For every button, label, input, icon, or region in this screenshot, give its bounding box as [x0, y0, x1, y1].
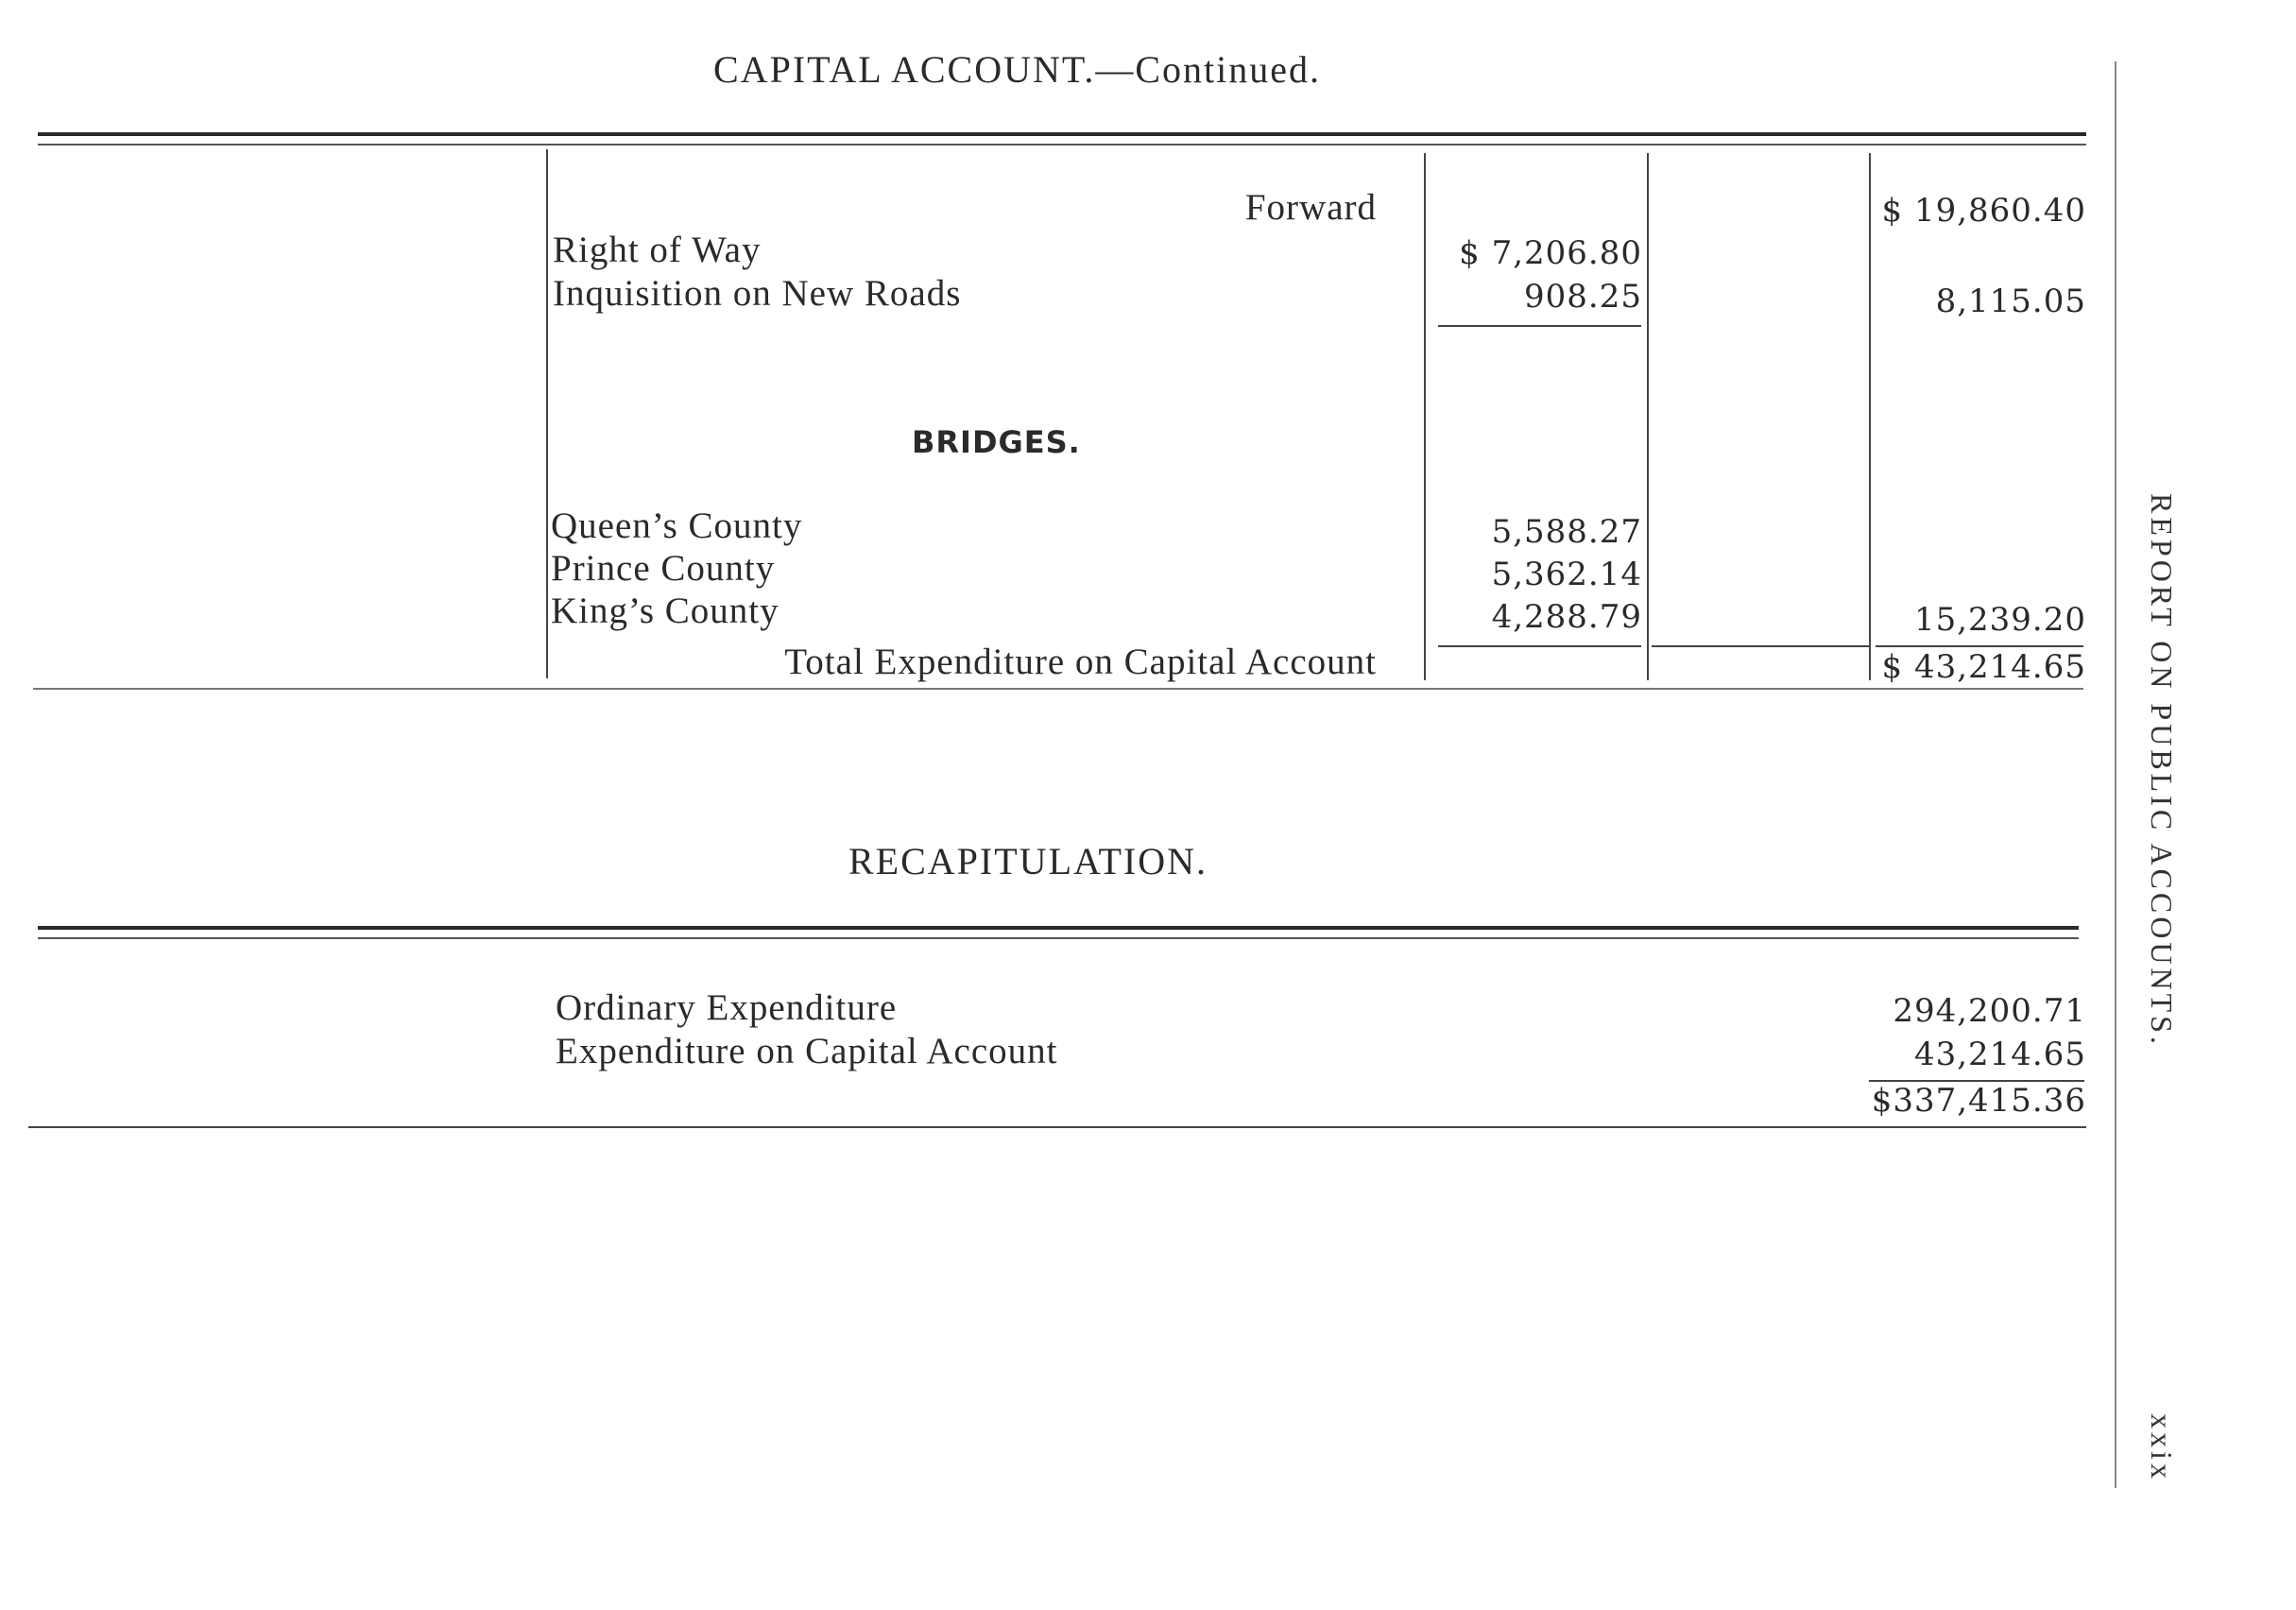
total-value: $ 43,214.65: [1881, 648, 2086, 686]
bridge-label-queens: Queen’s County: [551, 505, 803, 546]
recap-heavy-rule: [38, 926, 2079, 930]
row-label-inquisition: Inquisition on New Roads: [553, 273, 962, 314]
recap-thin-rule: [38, 937, 2079, 939]
table-left-rule: [546, 149, 548, 678]
recap-amount-capital: 43,214.65: [1913, 1036, 2086, 1073]
bridge-label-prince: Prince County: [551, 548, 776, 589]
bridges-middle-underline: [1652, 645, 1869, 647]
recap-label-capital: Expenditure on Capital Account: [556, 1031, 1058, 1071]
bridge-label-kings: King’s County: [551, 591, 780, 631]
recap-grand-total: $337,415.36: [1871, 1082, 2086, 1120]
amount-col-right-rule: [1647, 153, 1649, 680]
bridges-heading: BRIDGES.: [912, 424, 1081, 460]
recap-amount-ordinary: 294,200.71: [1893, 992, 2086, 1030]
bridges-amount-underline: [1438, 645, 1641, 647]
total-label: Total Expenditure on Capital Account: [784, 642, 1377, 682]
page-title: CAPITAL ACCOUNT.—Continued.: [713, 48, 1322, 91]
row-amount-inquisition: 908.25: [1524, 278, 1642, 316]
subtotal-underline-1: [1438, 325, 1641, 327]
recap-label-ordinary: Ordinary Expenditure: [556, 987, 898, 1028]
amount-col-left-rule: [1424, 153, 1426, 680]
total-col-left-rule: [1869, 153, 1871, 680]
row-label-right-of-way: Right of Way: [553, 230, 762, 270]
running-head: REPORT ON PUBLIC ACCOUNTS.: [2145, 493, 2179, 1048]
bridge-amount-prince: 5,362.14: [1491, 556, 1642, 593]
recap-bottom-rule: [28, 1126, 2086, 1128]
bridge-amount-queens: 5,588.27: [1491, 513, 1642, 551]
top-thin-rule: [38, 144, 2086, 146]
forward-total: $ 19,860.40: [1881, 192, 2086, 230]
capital-table-bottom-rule: [33, 688, 2083, 690]
row-amount-right-of-way: $ 7,206.80: [1459, 234, 1642, 272]
recapitulation-title: RECAPITULATION.: [848, 840, 1208, 882]
margin-rule: [2115, 61, 2116, 1488]
top-heavy-rule: [38, 132, 2086, 136]
row-subtotal-inquisition: 8,115.05: [1935, 283, 2086, 320]
page-number: xxix: [2145, 1413, 2179, 1482]
forward-label: Forward: [1244, 187, 1377, 228]
bridge-amount-kings: 4,288.79: [1491, 598, 1642, 636]
bridge-subtotal: 15,239.20: [1913, 601, 2086, 639]
